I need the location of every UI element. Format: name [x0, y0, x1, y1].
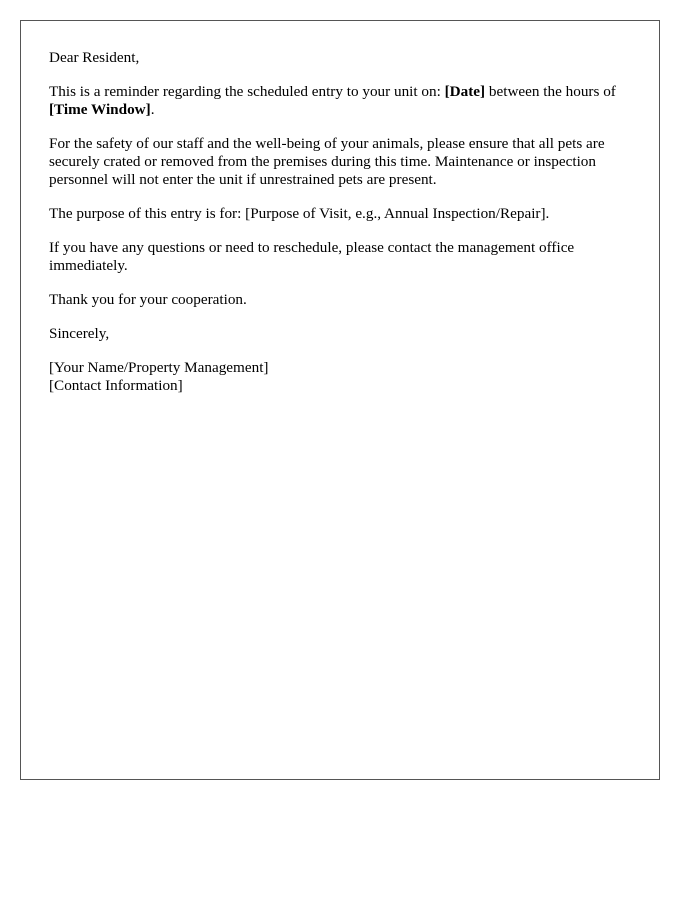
salutation: Dear Resident,	[49, 49, 140, 66]
time-window-placeholder: [Time Window]	[49, 101, 151, 118]
closing-line: Sincerely,	[49, 325, 110, 342]
signature-contact: [Contact Information]	[49, 377, 183, 394]
purpose-paragraph: The purpose of this entry is for: [Purpose of Visit, e.g., Annual Inspection/Repair].	[49, 205, 550, 222]
reminder-prefix: This is a reminder regarding the scheduled entry to your unit on:	[49, 83, 445, 100]
thanks-line: Thank you for your cooperation.	[49, 291, 247, 308]
pet-safety-paragraph: For the safety of our staff and the well-being of your animals, please ensure that all pets are securely crated or removed from the premises during this time. Maintenance or inspection personnel will not enter the unit if unrestrained pets are present.	[49, 135, 605, 188]
letter-frame	[20, 20, 660, 780]
signature-name: [Your Name/Property Management]	[49, 359, 269, 376]
reminder-paragraph	[49, 83, 639, 119]
questions-paragraph: If you have any questions or need to reschedule, please contact the management office immediately.	[49, 239, 575, 274]
reminder-middle: between the hours of	[485, 83, 616, 100]
reminder-suffix: .	[150, 101, 155, 118]
date-placeholder: [Date]	[444, 83, 486, 100]
letter-body	[49, 49, 639, 395]
